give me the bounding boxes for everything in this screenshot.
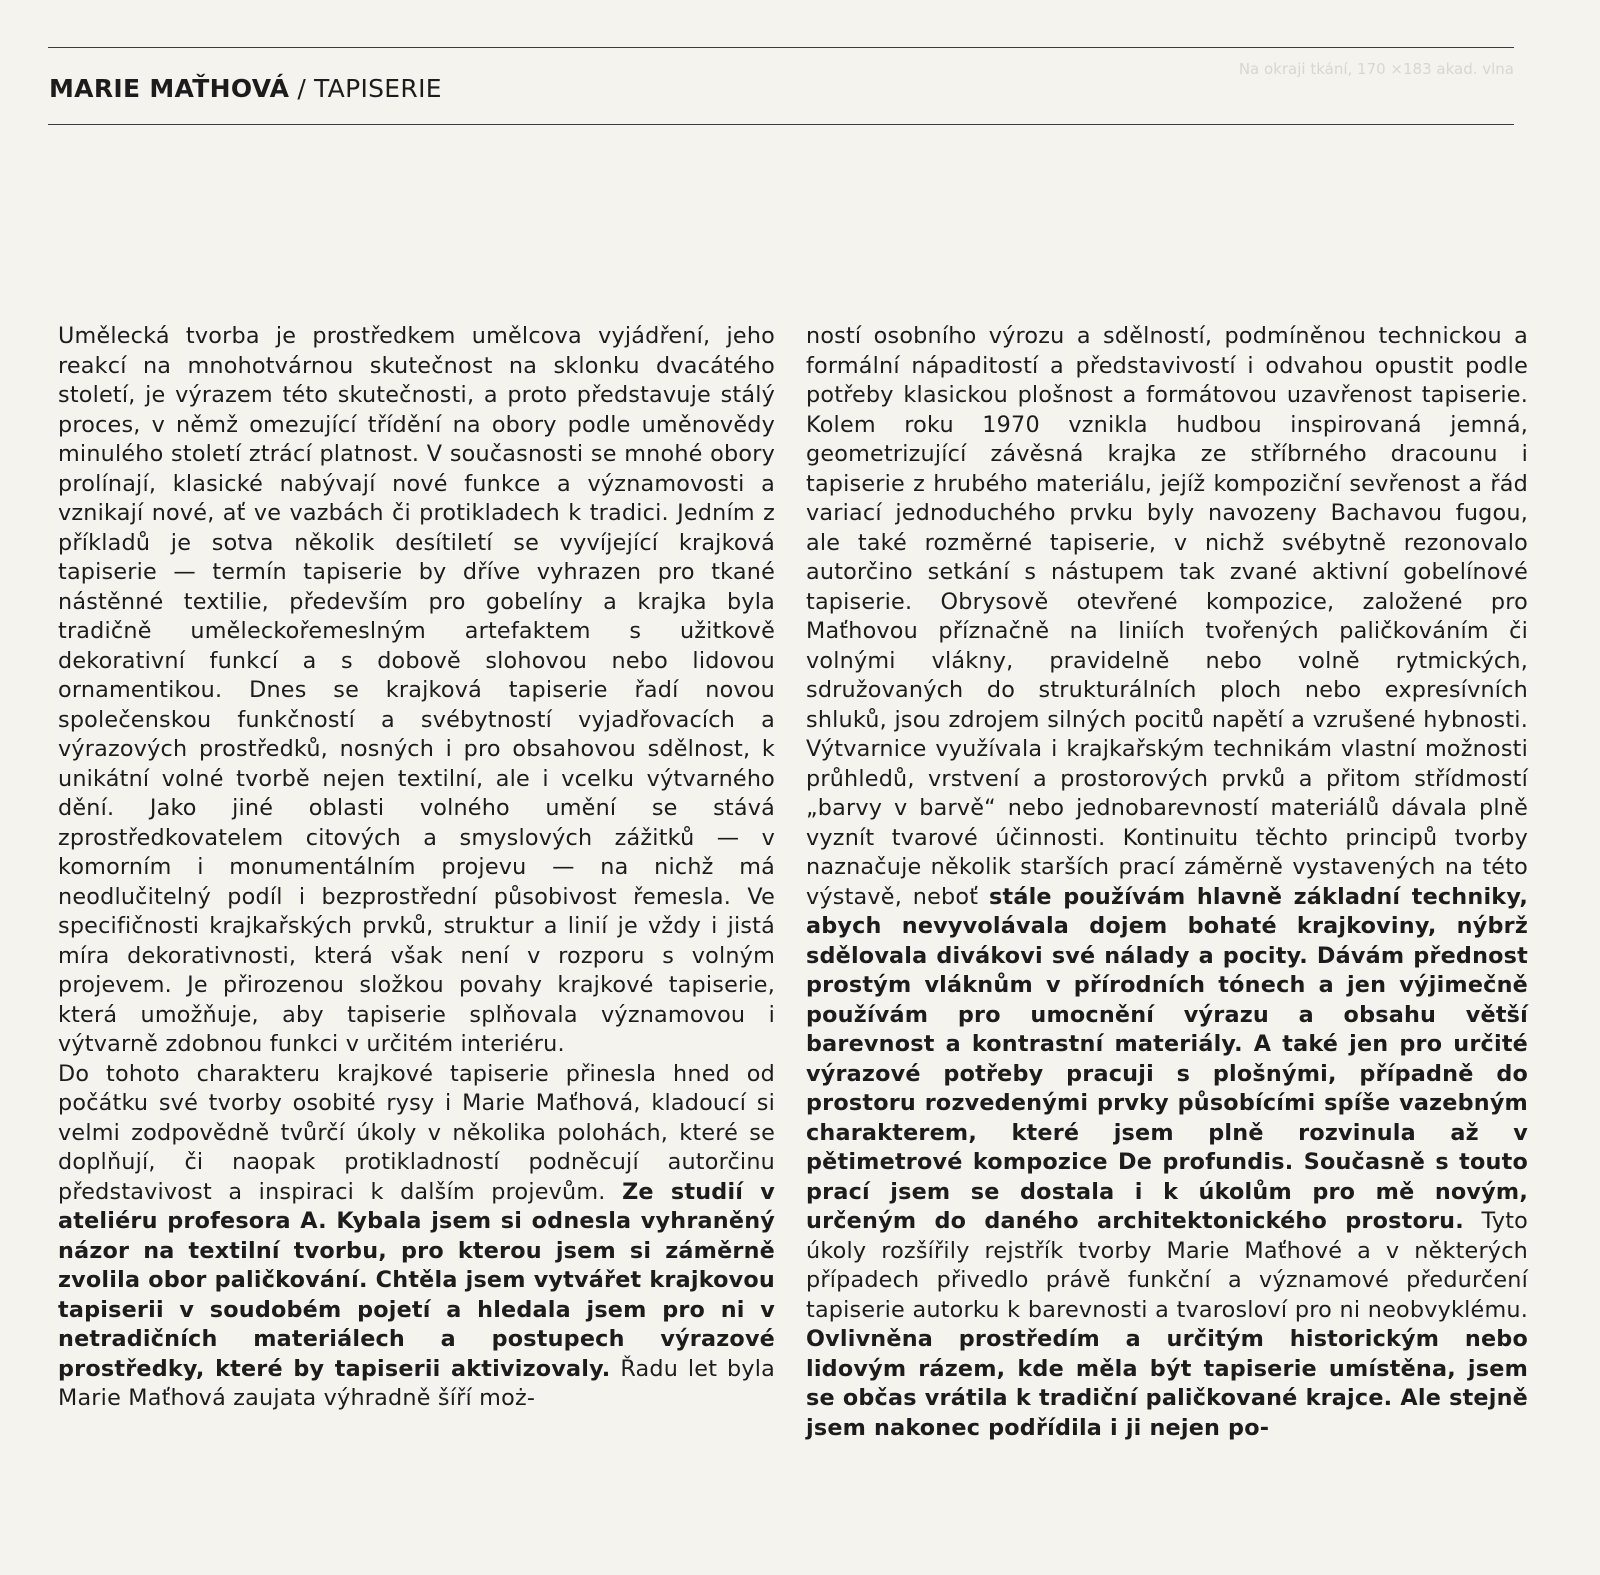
paragraph-right (806, 322, 1528, 1443)
page-header (49, 72, 442, 106)
paragraph-intro: Umělecká tvorba je prostředkem umělcova vyjádření, jeho reakcí na mnohotvárnou skutečnost na sklonku dvacátého století, je výrazem této skutečnosti, a proto představuje stálý proces, v němž omezující třídění na obory podle uměnovědy minulého století ztrácí platnost. V současnosti se mnohé obory prolínají, klasické nabývají nové funkce a významovosti a vznikají nové, ať ve vazbách či protikladech k tradici. Jedním z příkladů je sotva několik desítiletí se vyvíjející krajková tapiserie — termín tapiserie by dříve vyhrazen pro tkané nástěnné textilie, především pro gobelíny a krajka byla tradičně uměleckořemeslným artefaktem s užitkově dekorativní funkcí a s dobově slohovou nebo lidovou ornamentikou. Dnes se krajková tapiserie řadí novou společenskou funkčností a svébytností vyjadřovacích a výrazových prostředků, nosných i pro obsahovou sdělnost, k unikátní volné tvorbě nejen textilní, ale i vcelku výtvarného dění. Jako jiné oblasti volného umění se stává zprostředkovatelem citových a smyslových zážitků — v komorním i monumentálním projevu — na nichž má neodlučitelný podíl i bezprostřední působivost řemesla. Ve specifičnosti krajkařských prvků, struktur a linií je vždy i jistá míra dekorativnosti, která však není v rozporu s volným projevem. Je přirozenou složkou povahy krajkové tapiserie, která umožňuje, aby tapiserie splňovala významovou i výtvarně zdobnou funkci v určitém interiéru. (58, 323, 775, 1057)
author-quote-1: Ze studií v ateliéru profesora A. Kybala jsem si odnesla vyhraněný názor na textilní tvorbu, pro kterou jsem si záměrně zvolila obor paličkování. Chtěla jsem vytvářet krajkovou tapiserii v soudobém pojetí a hledala jsem pro ni v netradičních materiálech a postupech výrazové prostředky, které by tapiserii aktivizovaly. (58, 1178, 775, 1382)
paragraph-mathova (58, 1060, 775, 1414)
header-bottom-rule (48, 124, 1514, 125)
top-rule (48, 47, 1514, 48)
right-text-1: ností osobního výrozu a sdělností, podmíněnou technickou a formální nápaditostí a představivostí i odvahou opustit podle potřeby klasickou plošnost a formátovou uzavřenost tapiserie. Kolem roku 1970 vznikla hudbou inspirovaná jemná, geometrizující závěsná krajka ze stříbrného dracounu i tapiserie z hrubého materiálu, jejíž kompoziční sevřenost a řád variací jednoduchého prvku byly navozeny Bachavou fugou, ale také rozměrné tapiserie, v nichž svébytně rezonovalo autorčino setkání s nástupem tak zvané aktivní gobelínové tapiserie. Obrysově otevřené kompozice, založené pro Maťhovou příznačně na liniích tvořených paličkováním či volnými vlákny, pravidelně nebo volně rytmických, sdružovaných do strukturálních ploch nebo expresívních shluků, jsou zdrojem silných pocitů napětí a vzrušené hybnosti. Výtvarnice využívala i krajkařským technikám vlastní možnosti průhledů, vrstvení a prostorových prvků a přitom střídmostí „barvy v barvě“ nebo jednobarevností materiálů dávala plně vyznít tvarové účinnosti. Kontinuitu těchto principů tvorby naznačuje několik starších prací záměrně vystavených na této výstavě, neboť (806, 323, 1528, 910)
text-column-right (806, 322, 1528, 1443)
show-through-caption: Na okraji tkání, 170 ×183 akad. vlna (1238, 60, 1514, 78)
section-title: TAPISERIE (314, 74, 442, 103)
right-text-2: Tyto úkoly rozšířily rejstřík tvorby Marie Maťhové a v některých případech přivedlo právě funkční a významové předurčení tapiserie autorku k barevnosti a tvarosloví pro ni neobvyklému. (806, 1208, 1529, 1323)
header-separator: / (297, 74, 307, 103)
author-name: MARIE MAŤHOVÁ (49, 74, 290, 103)
author-quote-3: Ovlivněna prostředím a určitým historickým nebo lidovým rázem, kde měla být tapiserie umístěna, jsem se občas vrátila k tradiční paličkované krajce. Ale stejně jsem nakonec podřídila i ji nejen po- (806, 1326, 1528, 1441)
paragraph-mathova-cont: Řadu let byla Marie Maťhová zaujata výhradně šíří moż- (58, 1355, 775, 1411)
paragraph-mathova-text: Do tohoto charakteru krajkové tapiserie přinesla hned od počátku své tvorby osobité rysy i Marie Maťhová, kladoucí si velmi zodpovědně tvůrčí úkoly v několika polohách, které se doplňují, či naopak protikladností podněcují autorčinu představivost a inspiraci k dalším projevům. (58, 1060, 775, 1205)
text-column-left (58, 322, 775, 1414)
author-quote-2: stále používám hlavně základní techniky, abych nevyvolávala dojem bohaté krajkoviny, nýbrž sdělovala divákovi své nálady a pocity. Dávám přednost prostým vláknům v přírodních tónech a jen výjimečně používám pro umocnění výrazu a obsahu větší barevnost a kontrastní materiály. A také jen pro určité výrazové potřeby pracuji s plošnými, případně do prostoru rozvedenými prvky působícími spíše vazebným charakterem, které jsem plně rozvinula až v pětimetrové kompozice De profundis. Současně s touto prací jsem se dostala i k úkolům pro mě novým, určeným do daného architektonického prostoru. (806, 883, 1528, 1234)
